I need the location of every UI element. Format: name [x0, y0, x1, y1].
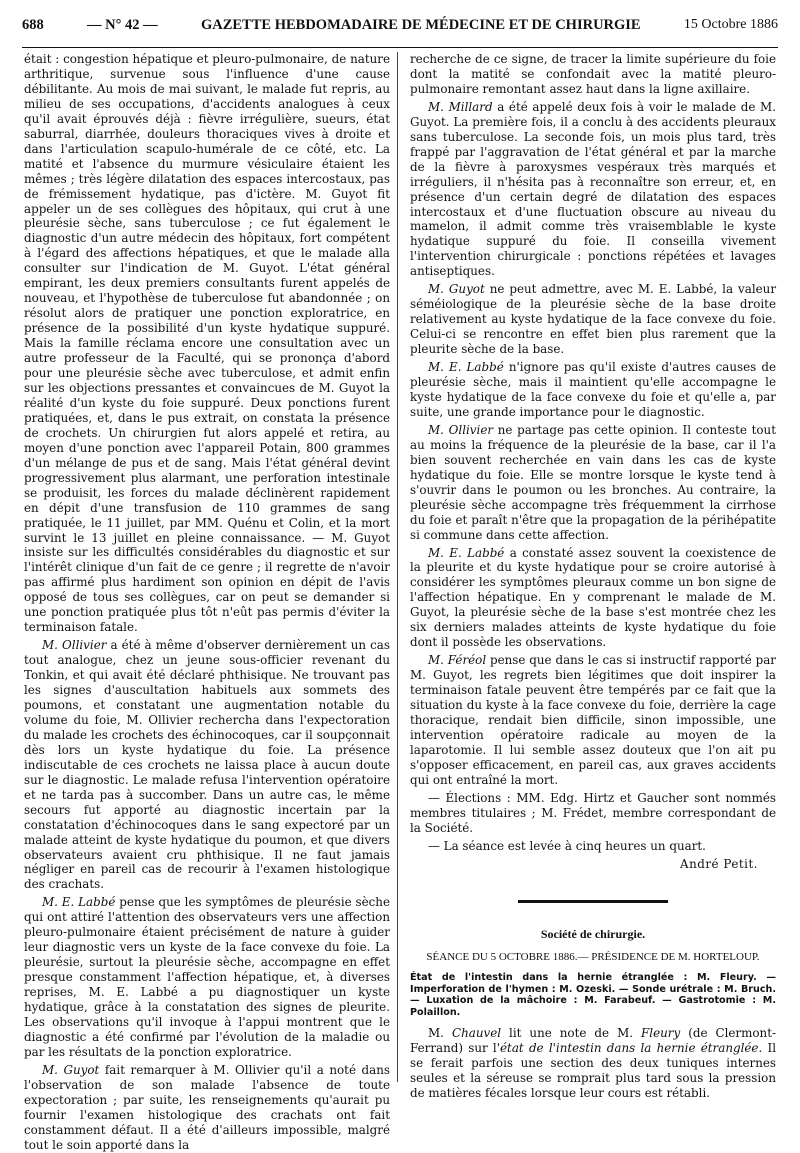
- paragraph: [410, 653, 776, 788]
- speaker-name: M. E. Labbé: [42, 895, 116, 910]
- speaker-name: M. Féréol: [428, 653, 487, 668]
- paragraph: [410, 546, 776, 651]
- section-title: Société de chirurgie.: [540, 926, 646, 941]
- paragraph-text: a été appelé deux fois à voir le malade de M. Guyot. La première fois, il a conclu à des accidents pleuraux sans tuberculose. La seconde fois, un mois plus tard, très frappé par l'aggravation de l'état général et par la marche de la fièvre à paroxysmes vespéraux très marqués et irréguliers, il n'hésita pas à reconnaître son erreur, et, en présence d'un certain degré de dilatation des espaces intercostaux et d'une fluctuation obscure au niveau du mamelon, il admit comme très vraisemblable le kyste hydatique suppuré du foie. Il conseilla vivement l'intervention chirurgicale : ponctions répétées et lavages antiseptiques.: [410, 99, 776, 279]
- paragraph: [24, 895, 390, 1059]
- paragraph: [410, 423, 776, 543]
- paragraph-text: fait remarquer à M. Ollivier qu'il a noté dans l'observation de son malade l'absence de toute expectoration ; par suite, les renseignements qu'aurait pu fournir l'examen histologique des crachats ont fait constamment défaut. Il a été d'ailleurs impossible, malgré tout le soin apporté dans la: [24, 1062, 391, 1152]
- paragraph-text: ne peut admettre, avec M. E. Labbé, la valeur séméiologique de la pleurésie sèche de la base droite relativement au kyste hydatique de la face convexe du foie. Celui-ci se rencontre en effet bien plus rarement que la pleurite sèche de la base.: [410, 282, 776, 357]
- elections-paragraph: — Élections : MM. Edg. Hirtz et Gaucher sont nommés membres titulaires ; M. Frédet, membre correspondant de la Société.: [410, 790, 776, 835]
- speaker-name: M. Ollivier: [42, 638, 107, 653]
- issue-number: — N° 42 —: [87, 16, 158, 33]
- session-summary: État de l'intestin dans la hernie étranglée : M. Fleury. — Imperforation de l'hymen : M. Ozeski. — Sonde urétrale : M. Bruch. — Luxation de la mâchoire : M. Farabeuf. — Gastrotomie : M. Polaillon.: [410, 972, 776, 1018]
- signature: André Petit.: [680, 856, 758, 871]
- note-title: état de l'intestin dans la hernie étranglée.: [500, 1041, 763, 1056]
- running-header: [22, 8, 778, 42]
- paragraph: [410, 282, 776, 357]
- session-heading: SÉANCE DU 5 OCTOBRE 1886.— PRÉSIDENCE DE M. HORTELOUP.: [426, 951, 760, 964]
- section-separator: [518, 900, 668, 903]
- paragraph-text: n'ignore pas qu'il existe d'autres causes de pleurésie sèche, mais il maintient qu'elle accompagne le kyste hydatique de la face convexe du foie et qu'elle a, par suite, une grande importance pour le diagnostic.: [410, 360, 776, 419]
- paragraph-text: pense que dans le cas si instructif rapporté par M. Guyot, les regrets bien légitimes que doit inspirer la terminaison fatale peuvent être tempérés par ce fait que la situation du kyste à la face convexe du foie, derrière la cage thoracique, rendait bien difficile, sinon impossible, une intervention opératoire radicale au moyen de la laparotomie. Il lui semble assez douteux que l'on ait pu s'opposer efficacement, en pareil cas, aux graves accidents qui ont entraîné la mort.: [410, 653, 776, 787]
- paragraph: [24, 1063, 390, 1153]
- speaker-name: M. Millard: [428, 99, 493, 114]
- issue-date: 15 Octobre 1886: [683, 17, 778, 32]
- paragraph: [410, 100, 776, 279]
- paragraph-text: ne partage pas cette opinion. Il conteste tout au moins la fréquence de la pleurésie de la base, car il l'a bien souvent recherchée en vain dans les cas de kyste hydatique du foie. Elle se montre lorsque le kyste tend à s'ouvrir dans le poumon ou les bronches. Au contraire, la pleurésie sèche accompagne très fréquemment la cirrhose du foie et paraît n'être que la propagation de la périhépatite si commune dans cette affection.: [410, 422, 776, 542]
- page-number: 688: [22, 16, 44, 33]
- header-rule: [22, 47, 778, 48]
- speaker-name: M. Ollivier: [428, 422, 494, 437]
- right-column: [410, 52, 776, 1101]
- closing-paragraph: — La séance est levée à cinq heures un quart.: [428, 838, 706, 853]
- speaker-name: M. E. Labbé: [428, 360, 504, 375]
- paragraph: était : congestion hépatique et pleuro-pulmonaire, de nature arthritique, survenue sous l'influence d'une cause débilitante. Au mois de mai suivant, le malade fut repris, au milieu de ses occupations, d'accidents analogues à ceux qu'il avait éprouvés déjà : fièvre irrégulière, sueurs, état saburral, diarrhée, douleurs thoraciques vives à droite et dans l'articulation scapulo-humérale de ce côté, etc. La matité et l'absence du murmure vésiculaire étaient les mêmes ; très légère dilatation des espaces intercostaux, pas de frémissement hydatique, pas d'ictère. M. Guyot fit appeler un de ses collègues des hôpitaux, qui crut à une pleurésie sèche, sans tuberculose ; ce fut également le diagnostic d'un autre médecin des hôpitaux, fort compétent à l'égard des affections hépatiques, et que le malade alla consulter sur l'indication de M. Guyot. L'état général empirant, les deux premiers consultants furent appelés de nouveau, et l'hypothèse de tuberculose fut abandonnée ; on résolut alors de pratiquer une ponction exploratrice, en présence de la possibilité d'un kyste hydatique suppuré. Mais la famille réclama encore une consultation avec un autre professeur de la Faculté, qui se prononça d'abord pour une pleurésie sèche avec tuberculose, et admit enfin sur les objections pressantes et convaincues de M. Guyot la réalité d'un kyste du foie suppuré. Deux ponctions furent pratiquées, et, dans le pus extrait, on constata la présence de crochets. Un chirurgien fut alors appelé et retira, au moyen d'une ponction avec l'appareil Potain, 800 grammes d'un mélange de pus et de sang. Mais l'état général devint progressivement plus alarmant, une perforation intestinale se produisit, les forces du malade déclinèrent rapidement en dépit d'une transfusion de 110 grammes de sang pratiquée, le 11 juillet, par MM. Quénu et Colin, et la mort survint le 13 juillet en pleine connaissance. — M. Guyot insiste sur les difficultés considérables du diagnostic et sur l'intérêt clinique d'un fait de ce genre ; il regrette de n'avoir pas affirmé plus hardiment son opinion en dépit de l'avis opposé de tous ses collègues, car on peut se demander si une ponction pratiquée plus tôt n'eût pas permis d'éviter la terminaison fatale.: [24, 52, 390, 635]
- left-column: [24, 52, 391, 1152]
- speaker-name: M. E. Labbé: [428, 545, 505, 560]
- paragraph: [410, 360, 776, 420]
- paragraph: recherche de ce signe, de tracer la limite supérieure du foie dont la matité se confondait avec la matité pleuro-pulmonaire remontant assez haut dans la ligne axillaire.: [410, 52, 776, 96]
- speaker-name: M. Guyot: [428, 282, 485, 297]
- paragraph-text: a constaté assez souvent la coexistence de la pleurite et du kyste hydatique pour se croire autorisé à considérer les symptômes pleuraux comme un bon signe de l'affection hépatique. En y comprenant le malade de M. Guyot, la pleurésie sèche de la base s'est montrée chez les six derniers malades atteints de kyste hydatique du foie dont il possède les observations.: [410, 545, 776, 650]
- column-divider: [397, 52, 398, 1082]
- speaker-name: M. Guyot: [42, 1062, 100, 1077]
- paragraph-text: pense que les symptômes de pleurésie sèche qui ont attiré l'attention des observateurs vers une affection pleuro-pulmonaire étaient précisément de nature à guider leur diagnostic vers un kyste de la face convexe du foie. La pleurésie, surtout la pleurésie sèche, accompagne en effet presque constamment l'affection hépatique, et, à diverses reprises, M. E. Labbé a pu diagnostiquer un kyste hydatique, grâce à la constatation des signes de pleurite. Les observations qu'il invoque à l'appui montrent que le diagnostic a été confirmé par l'évolution de la maladie ou par les résultats de la ponction exploratrice.: [24, 895, 390, 1059]
- journal-title: GAZETTE HEBDOMADAIRE DE MÉDECINE ET DE CHIRURGIE: [200, 16, 641, 33]
- paragraph: [24, 638, 390, 892]
- paragraph: M. Chauvel lit une note de M. Fleury (de Clermont-Ferrand) sur l'état de l'intestin dans la hernie étranglée. Il se ferait parfois une section des deux tuniques internes seules et la séreuse se romprait plus tard sous la pression de matières fécales lorsque leur cours est rétabli.: [410, 1026, 776, 1101]
- paragraph-text: a été à même d'observer dernièrement un cas tout analogue, chez un jeune sous-officier revenant du Tonkin, et qui avait été déclaré phthisique. Ne trouvant pas les signes d'auscultation habituels aux sommets des poumons, et constatant une augmentation notable du volume du foie, M. Ollivier rechercha dans l'expectoration du malade les crochets des échinocoques, car il soupçonnait dès lors un kyste hydatique du foie. La présence indiscutable de ces crochets ne laissa place à aucun doute sur le diagnostic. Le malade refusa l'intervention opératoire et ne tarda pas à succomber. Dans un autre cas, le même secours fut apporté au diagnostic incertain par la constatation d'échinocoques dans le sang expectoré par un malade atteint de kyste hydatique du poumon, et que divers observateurs avaient cru phthisique. Il ne faut jamais négliger en pareil cas de recourir à l'examen histologique des crachats.: [24, 638, 390, 892]
- author-name: Fleury: [641, 1026, 681, 1041]
- speaker-name: Chauvel: [451, 1026, 502, 1041]
